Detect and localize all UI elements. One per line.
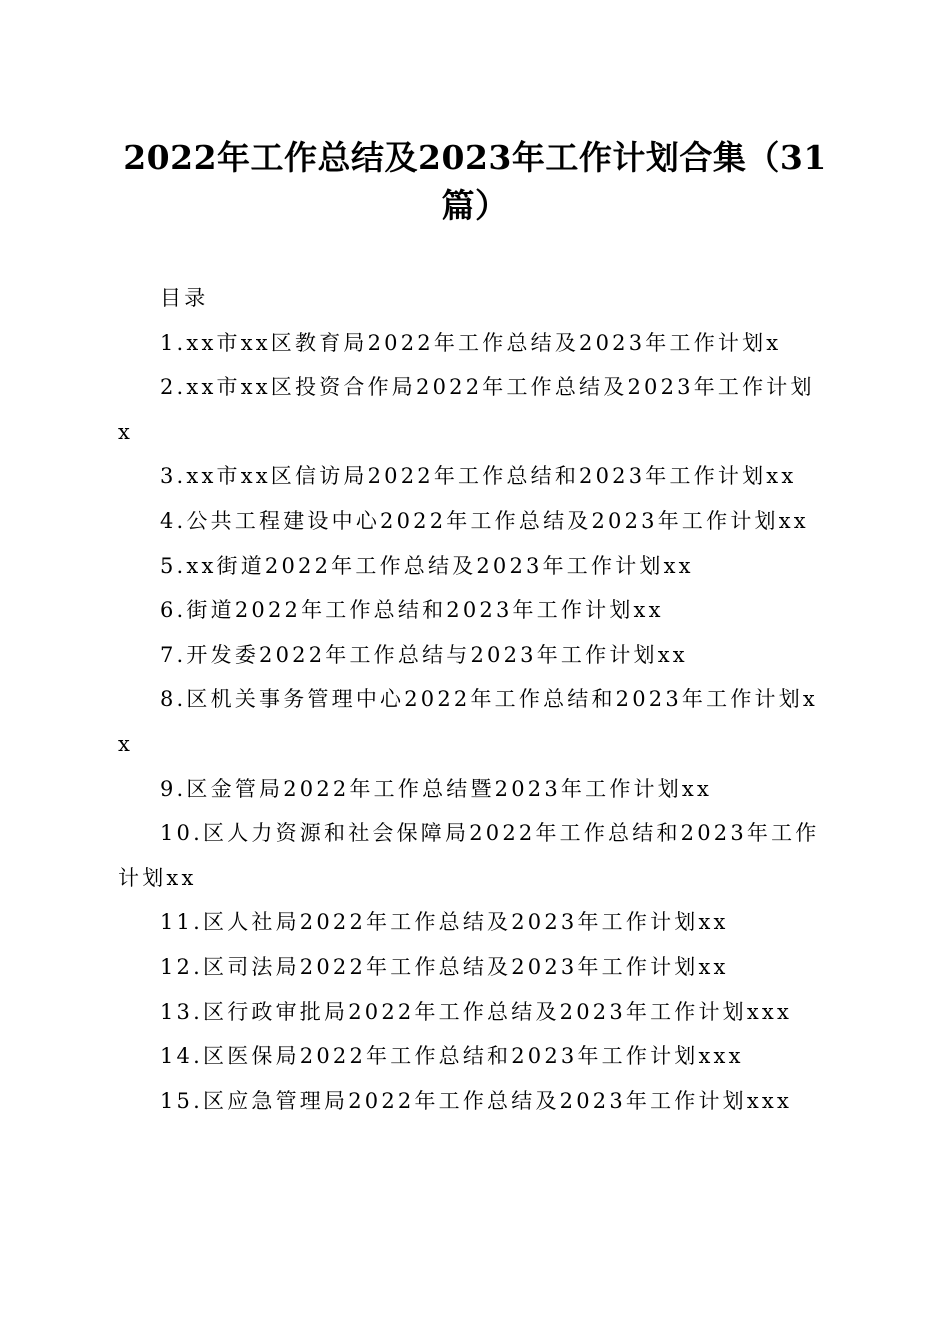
toc-entry: 6.街道2022年工作总结和2023年工作计划xx <box>160 598 664 623</box>
toc-entry: 8.区机关事务管理中心2022年工作总结和2023年工作计划xx <box>118 687 818 756</box>
toc-entry: 11.区人社局2022年工作总结及2023年工作计划xx <box>160 910 729 935</box>
toc-entry: 9.区金管局2022年工作总结暨2023年工作计划xx <box>160 776 713 801</box>
toc-entry: 15.区应急管理局2022年工作总结及2023年工作计划xxx <box>160 1088 793 1113</box>
toc-entry: 5.xx街道2022年工作总结及2023年工作计划xx <box>160 553 694 578</box>
document-title: 2022年工作总结及2023年工作计划合集（31篇） <box>123 138 827 225</box>
toc-entry: 14.区医保局2022年工作总结和2023年工作计划xxx <box>160 1044 744 1069</box>
table-of-contents <box>118 276 828 1123</box>
toc-entry: 3.xx市xx区信访局2022年工作总结和2023年工作计划xx <box>160 464 797 489</box>
toc-entry: 4.公共工程建设中心2022年工作总结及2023年工作计划xx <box>160 508 809 533</box>
toc-entry: 13.区行政审批局2022年工作总结及2023年工作计划xxx <box>160 999 793 1024</box>
toc-heading: 目录 <box>160 286 209 310</box>
toc-entry: 7.开发委2022年工作总结与2023年工作计划xx <box>160 642 688 667</box>
toc-entry: 12.区司法局2022年工作总结及2023年工作计划xx <box>160 954 729 979</box>
toc-entry: 2.xx市xx区投资合作局2022年工作总结及2023年工作计划x <box>118 375 815 444</box>
toc-entry: 1.xx市xx区教育局2022年工作总结及2023年工作计划x <box>160 330 782 355</box>
toc-entry: 10.区人力资源和社会保障局2022年工作总结和2023年工作计划xx <box>118 821 820 890</box>
